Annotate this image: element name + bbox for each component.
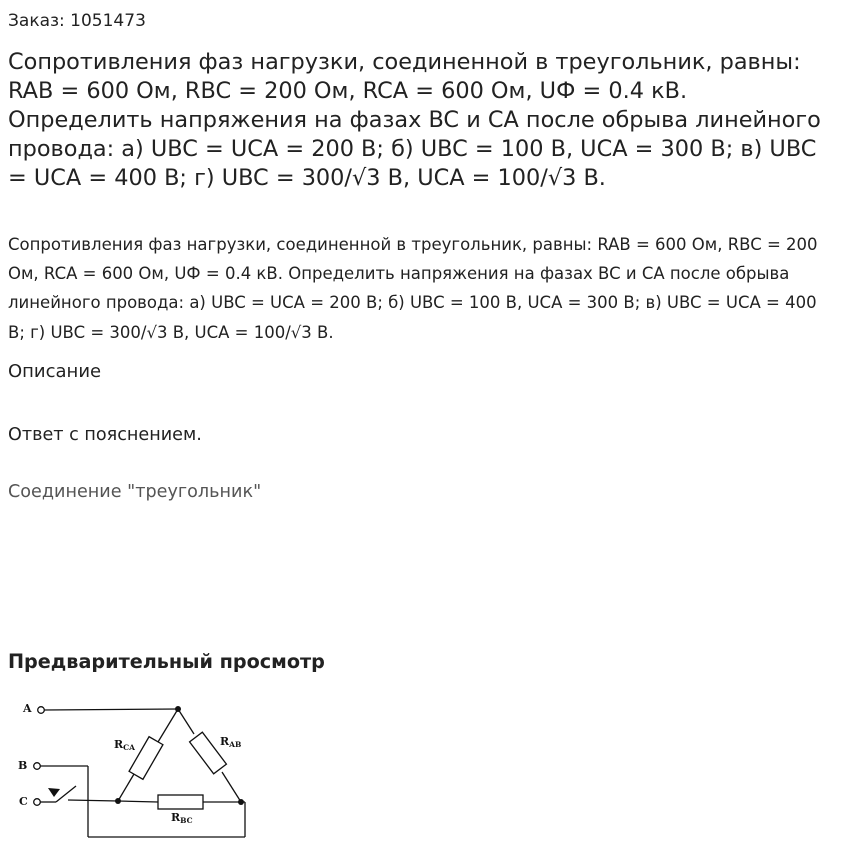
side-ab-2 bbox=[222, 772, 241, 802]
node-top bbox=[175, 706, 181, 712]
terminal-a-circle bbox=[38, 707, 45, 714]
node-bottom-left bbox=[115, 798, 121, 804]
preview-image bbox=[12, 696, 252, 841]
side-ab-1 bbox=[178, 709, 194, 734]
terminal-c-circle bbox=[34, 799, 41, 806]
problem-title: Сопротивления фаз нагрузки, соединенной в треугольник, равны: RAB = 600 Ом, RBC = 200 Ом, RCA = 600 Ом, UФ = 0.4 кВ. Определить напряжения на фазах BC и CA после обрыва линейного провода: а) UBC = UCA = 200 В; б) UBC = 100 В, UCA = 300 В; в) UBC = UCA = 400 В; г) UBC = 300/√3 В, UCA = 100/√3 В. bbox=[8, 49, 821, 191]
resistor-rab-label bbox=[220, 735, 241, 749]
topic-tag: Соединение "треугольник" bbox=[8, 482, 262, 502]
delta-circuit-diagram bbox=[12, 696, 252, 841]
side-bc-1 bbox=[118, 801, 158, 802]
terminal-a-label: A bbox=[23, 702, 32, 715]
node-bottom-right bbox=[238, 799, 244, 805]
resistor-rab-main: R bbox=[220, 735, 230, 748]
terminal-b-circle bbox=[34, 763, 41, 770]
resistor-rbc-label bbox=[171, 811, 193, 825]
resistor-rbc-sub: BC bbox=[180, 816, 193, 825]
problem-text: Сопротивления фаз нагрузки, соединенной в треугольник, равны: RAB = 600 Ом, RBC = 200 Ом, RCA = 600 Ом, UФ = 0.4 кВ. Определить напряжения на фазах BC и CA после обрыва линейного провода: а) UBC = UCA = 200 В; б) UBC = 100 В, UCA = 300 В; в) UBC = UCA = 400 В; г) UBC = 300/√3 В, UCA = 100/√3 В. bbox=[8, 235, 818, 342]
side-ca-1 bbox=[118, 774, 134, 801]
terminal-c-label: C bbox=[19, 795, 28, 808]
answer-note: Ответ с пояснением. bbox=[8, 425, 202, 445]
resistor-rab-sub: AB bbox=[229, 740, 242, 749]
resistor-rca-sub: CA bbox=[123, 743, 135, 752]
order-number: Заказ: 1051473 bbox=[8, 11, 146, 31]
resistor-rbc-main: R bbox=[171, 811, 181, 824]
description-label: Описание bbox=[8, 361, 102, 382]
preview-heading: Предварительный просмотр bbox=[8, 650, 325, 673]
resistor-rca-main: R bbox=[114, 738, 124, 751]
wire-c-2 bbox=[68, 800, 118, 801]
switch-arrow bbox=[48, 788, 60, 797]
resistor-rbc-body bbox=[158, 795, 203, 809]
resistor-rca-label bbox=[114, 738, 135, 752]
terminal-b-label: B bbox=[18, 759, 28, 772]
wire-a bbox=[44, 709, 178, 710]
side-ca-2 bbox=[158, 709, 178, 742]
